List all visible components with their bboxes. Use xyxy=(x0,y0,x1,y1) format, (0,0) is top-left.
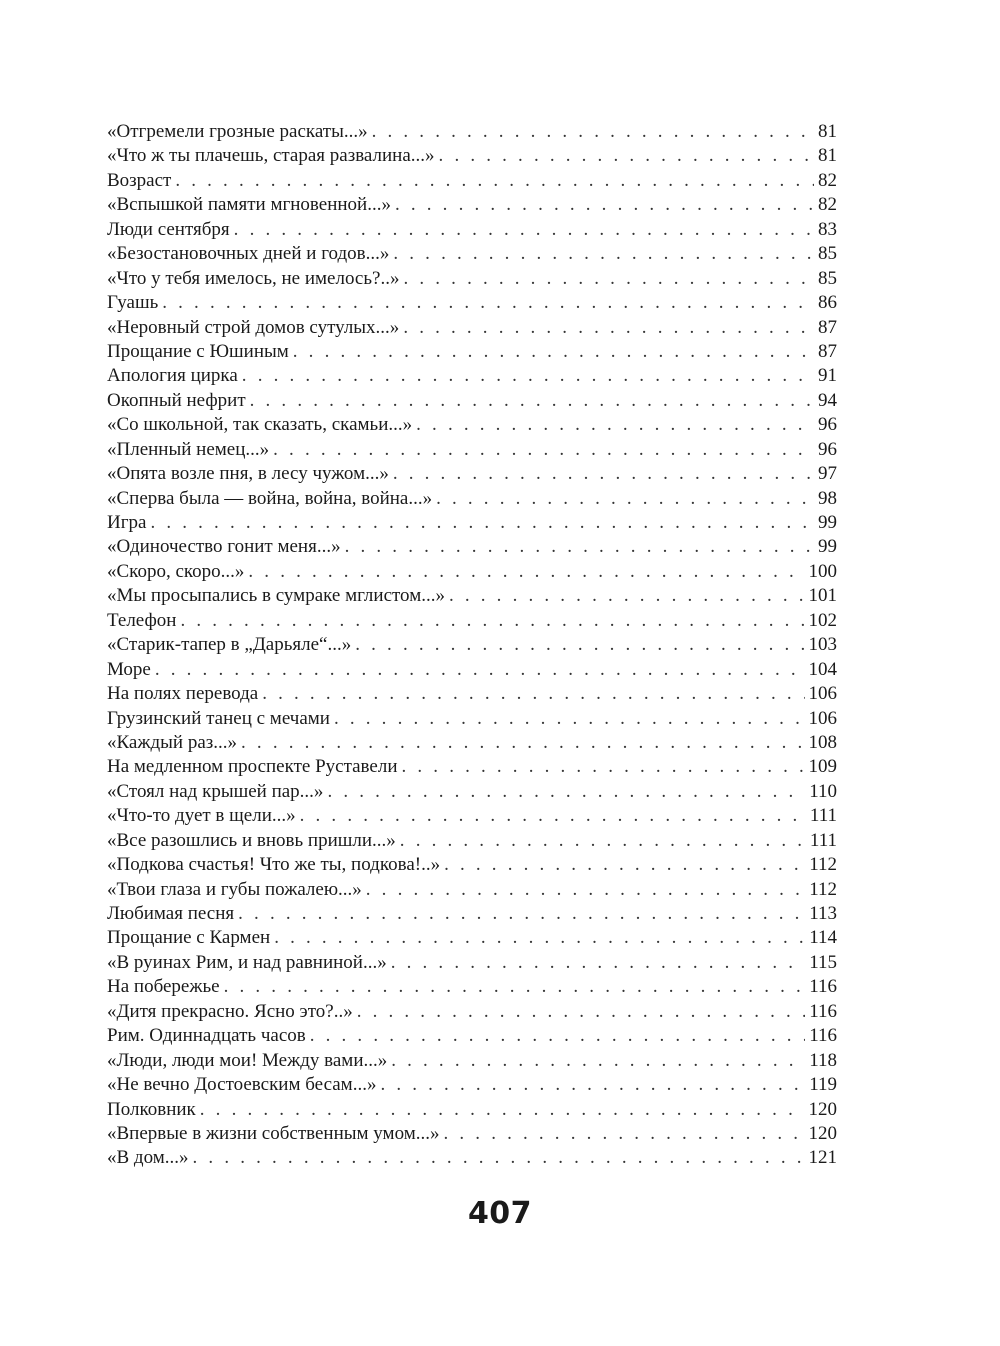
toc-entry xyxy=(107,438,837,462)
toc-dot-leader xyxy=(310,1024,805,1048)
toc-entry-title: Прощание с Юшиным xyxy=(107,340,289,362)
toc-dot-leader xyxy=(200,1098,805,1122)
toc-entry xyxy=(107,804,837,828)
toc-entry-page: 108 xyxy=(808,731,837,753)
toc-entry-title: Любимая песня xyxy=(107,903,235,924)
toc-dot-leader xyxy=(402,755,805,779)
toc-entry-title: «Люди, люди мои! Между вами...» xyxy=(107,1049,388,1071)
toc-entry-title: Люди сентября xyxy=(107,218,230,240)
table-of-contents xyxy=(107,120,837,1171)
toc-entry-page: 119 xyxy=(809,1074,837,1096)
toc-entry xyxy=(107,364,837,388)
toc-dot-leader xyxy=(238,902,805,926)
toc-dot-leader xyxy=(393,242,814,266)
page-number: 407 xyxy=(467,1196,533,1231)
toc-entry-page: 101 xyxy=(808,585,837,607)
toc-entry-page: 120 xyxy=(808,1098,837,1120)
toc-dot-leader xyxy=(193,1146,805,1170)
toc-entry xyxy=(107,511,837,535)
toc-entry-page: 91 xyxy=(818,365,837,387)
toc-entry-title: «Скоро, скоро...» xyxy=(107,560,245,582)
toc-entry-title: «Что ж ты плачешь, старая развалина...» xyxy=(107,145,435,167)
toc-entry-page: 111 xyxy=(809,805,837,827)
toc-entry xyxy=(107,462,837,486)
toc-entry-title: «Впервые в жизни собственным умом...» xyxy=(107,1122,440,1144)
toc-entry-page: 87 xyxy=(818,340,837,362)
toc-entry-title: «Сперва была — война, война, война...» xyxy=(107,487,433,509)
toc-entry-title: «Мы просыпались в сумраке мглистом...» xyxy=(107,585,445,607)
toc-entry xyxy=(107,1049,837,1073)
toc-dot-leader xyxy=(355,633,804,657)
toc-entry-page: 97 xyxy=(818,463,837,485)
toc-entry xyxy=(107,975,837,999)
toc-entry xyxy=(107,878,837,902)
toc-entry xyxy=(107,413,837,437)
toc-entry-page: 116 xyxy=(809,1025,837,1047)
toc-dot-leader xyxy=(393,462,814,486)
toc-entry xyxy=(107,1098,837,1122)
toc-entry-page: 118 xyxy=(809,1049,837,1071)
toc-entry-page: 96 xyxy=(818,438,837,460)
toc-entry xyxy=(107,340,837,364)
toc-entry xyxy=(107,1146,837,1170)
toc-dot-leader xyxy=(380,1073,805,1097)
toc-dot-leader xyxy=(327,780,805,804)
toc-entry-title: «Дитя прекрасно. Ясно это?..» xyxy=(107,1000,353,1022)
toc-dot-leader xyxy=(175,169,814,193)
toc-entry xyxy=(107,682,837,706)
toc-dot-leader xyxy=(372,120,814,144)
toc-entry xyxy=(107,951,837,975)
toc-dot-leader xyxy=(274,926,805,950)
toc-dot-leader xyxy=(300,804,806,828)
toc-dot-leader xyxy=(293,340,814,364)
toc-entry-page: 110 xyxy=(809,780,837,802)
toc-entry xyxy=(107,535,837,559)
toc-entry-page: 104 xyxy=(808,658,837,680)
toc-entry xyxy=(107,755,837,779)
toc-entry-title: На побережье xyxy=(107,976,220,998)
toc-entry-title: «Опята возле пня, в лесу чужом...» xyxy=(107,463,389,485)
toc-entry-page: 103 xyxy=(808,634,837,656)
toc-entry-page: 83 xyxy=(818,218,837,240)
toc-entry xyxy=(107,1122,837,1146)
toc-entry-title: «Неровный строй домов сутулых...» xyxy=(107,316,400,338)
toc-dot-leader xyxy=(262,682,804,706)
toc-entry-title: Апология цирка xyxy=(107,365,238,387)
toc-entry-title: Полковник xyxy=(107,1098,196,1120)
toc-entry-title: Телефон xyxy=(107,609,177,631)
toc-dot-leader xyxy=(242,364,814,388)
toc-dot-leader xyxy=(180,609,804,633)
toc-entry xyxy=(107,560,837,584)
toc-entry-page: 87 xyxy=(818,316,837,338)
toc-entry-page: 94 xyxy=(818,389,837,411)
toc-entry xyxy=(107,658,837,682)
toc-entry xyxy=(107,144,837,168)
toc-dot-leader xyxy=(241,731,804,755)
toc-dot-leader xyxy=(345,535,814,559)
toc-entry-page: 100 xyxy=(808,560,837,582)
toc-entry-title: «Все разошлись и вновь пришли...» xyxy=(107,829,396,851)
toc-entry xyxy=(107,584,837,608)
toc-entry xyxy=(107,902,837,926)
toc-entry-page: 85 xyxy=(818,243,837,265)
toc-entry xyxy=(107,633,837,657)
toc-entry-title: «Вспышкой памяти мгновенной...» xyxy=(107,194,391,216)
toc-entry-title: Прощание с Кармен xyxy=(107,927,271,949)
toc-entry-page: 111 xyxy=(809,829,837,851)
toc-dot-leader xyxy=(150,511,814,535)
toc-entry xyxy=(107,609,837,633)
toc-entry-title: На полях перевода xyxy=(107,683,259,705)
toc-entry-page: 99 xyxy=(818,536,837,558)
toc-entry-title: «Не вечно Достоевским бесам...» xyxy=(107,1074,377,1096)
toc-entry xyxy=(107,853,837,877)
toc-entry xyxy=(107,169,837,193)
toc-dot-leader xyxy=(155,658,805,682)
toc-dot-leader xyxy=(439,144,814,168)
toc-dot-leader xyxy=(391,1049,805,1073)
toc-dot-leader xyxy=(334,707,805,731)
toc-entry-page: 102 xyxy=(808,609,837,631)
toc-entry-page: 114 xyxy=(809,927,837,949)
toc-entry-title: «Стоял над крышей пар...» xyxy=(107,780,324,802)
toc-entry xyxy=(107,707,837,731)
toc-entry-title: Рим. Одиннадцать часов xyxy=(107,1025,306,1047)
toc-dot-leader xyxy=(444,1122,805,1146)
toc-entry-title: «Безостановочных дней и годов...» xyxy=(107,243,390,265)
toc-entry xyxy=(107,218,837,242)
toc-entry-title: «Что у тебя имелось, не имелось?..» xyxy=(107,267,400,289)
toc-dot-leader xyxy=(250,389,814,413)
toc-entry-page: 85 xyxy=(818,267,837,289)
toc-dot-leader xyxy=(273,438,814,462)
toc-entry-title: Игра xyxy=(107,512,147,533)
toc-entry-title: «Отгремели грозные раскаты...» xyxy=(107,121,368,142)
toc-dot-leader xyxy=(162,291,814,315)
toc-entry-page: 115 xyxy=(809,951,837,973)
toc-entry-page: 106 xyxy=(808,683,837,705)
toc-entry xyxy=(107,829,837,853)
toc-entry xyxy=(107,267,837,291)
toc-entry xyxy=(107,120,837,144)
toc-entry-page: 120 xyxy=(808,1122,837,1144)
toc-entry-title: Море xyxy=(107,658,151,680)
toc-entry-page: 82 xyxy=(818,169,837,191)
toc-entry xyxy=(107,1073,837,1097)
toc-entry-page: 82 xyxy=(818,194,837,216)
toc-entry xyxy=(107,731,837,755)
toc-entry xyxy=(107,926,837,950)
toc-entry-title: «Со школьной, так сказать, скамьи...» xyxy=(107,414,413,436)
toc-entry-page: 86 xyxy=(818,292,837,314)
toc-dot-leader xyxy=(444,853,805,877)
toc-dot-leader xyxy=(395,193,814,217)
toc-entry-page: 116 xyxy=(809,1000,837,1022)
toc-entry-title: «Пленный немец...» xyxy=(107,438,270,460)
toc-entry xyxy=(107,780,837,804)
toc-entry-title: «Старик-тапер в „Дарьяле“...» xyxy=(107,634,352,656)
toc-entry-title: «Твои глаза и губы пожалею...» xyxy=(107,878,362,900)
toc-entry-title: На медленном проспекте Руставели xyxy=(107,756,398,778)
toc-entry xyxy=(107,291,837,315)
toc-entry-page: 121 xyxy=(808,1147,837,1169)
toc-entry-page: 106 xyxy=(808,707,837,729)
toc-entry-title: Окопный нефрит xyxy=(107,389,246,411)
toc-entry-title: «В дом...» xyxy=(107,1147,189,1169)
toc-dot-leader xyxy=(234,218,814,242)
toc-dot-leader xyxy=(224,975,806,999)
toc-entry xyxy=(107,1024,837,1048)
toc-entry xyxy=(107,193,837,217)
toc-entry-title: «Каждый раз...» xyxy=(107,731,238,753)
toc-entry-page: 113 xyxy=(809,903,837,924)
toc-dot-leader xyxy=(400,829,806,853)
toc-entry-page: 116 xyxy=(809,976,837,998)
toc-entry xyxy=(107,389,837,413)
toc-entry xyxy=(107,487,837,511)
toc-entry-page: 81 xyxy=(818,121,837,142)
toc-entry-title: «Подкова счастья! Что же ты, подкова!..» xyxy=(107,854,441,876)
toc-entry-page: 112 xyxy=(809,854,837,876)
toc-entry-title: «В руинах Рим, и над равниной...» xyxy=(107,951,387,973)
toc-entry-title: Возраст xyxy=(107,169,172,191)
toc-dot-leader xyxy=(403,316,814,340)
toc-dot-leader xyxy=(403,267,814,291)
toc-dot-leader xyxy=(391,951,805,975)
toc-entry-page: 99 xyxy=(818,512,837,533)
toc-entry-title: «Одиночество гонит меня...» xyxy=(107,536,341,558)
toc-entry-title: «Что-то дует в щели...» xyxy=(107,805,296,827)
toc-dot-leader xyxy=(248,560,804,584)
toc-dot-leader xyxy=(366,878,805,902)
toc-entry xyxy=(107,316,837,340)
toc-entry-page: 96 xyxy=(818,414,837,436)
toc-entry xyxy=(107,242,837,266)
toc-entry xyxy=(107,1000,837,1024)
toc-entry-page: 109 xyxy=(808,756,837,778)
toc-entry-title: Грузинский танец с мечами xyxy=(107,707,330,729)
toc-dot-leader xyxy=(357,1000,806,1024)
toc-dot-leader xyxy=(449,584,805,608)
toc-entry-page: 98 xyxy=(818,487,837,509)
toc-dot-leader xyxy=(436,487,814,511)
toc-dot-leader xyxy=(416,413,814,437)
toc-entry-title: Гуашь xyxy=(107,292,159,314)
toc-entry-page: 112 xyxy=(809,878,837,900)
toc-entry-page: 81 xyxy=(818,145,837,167)
